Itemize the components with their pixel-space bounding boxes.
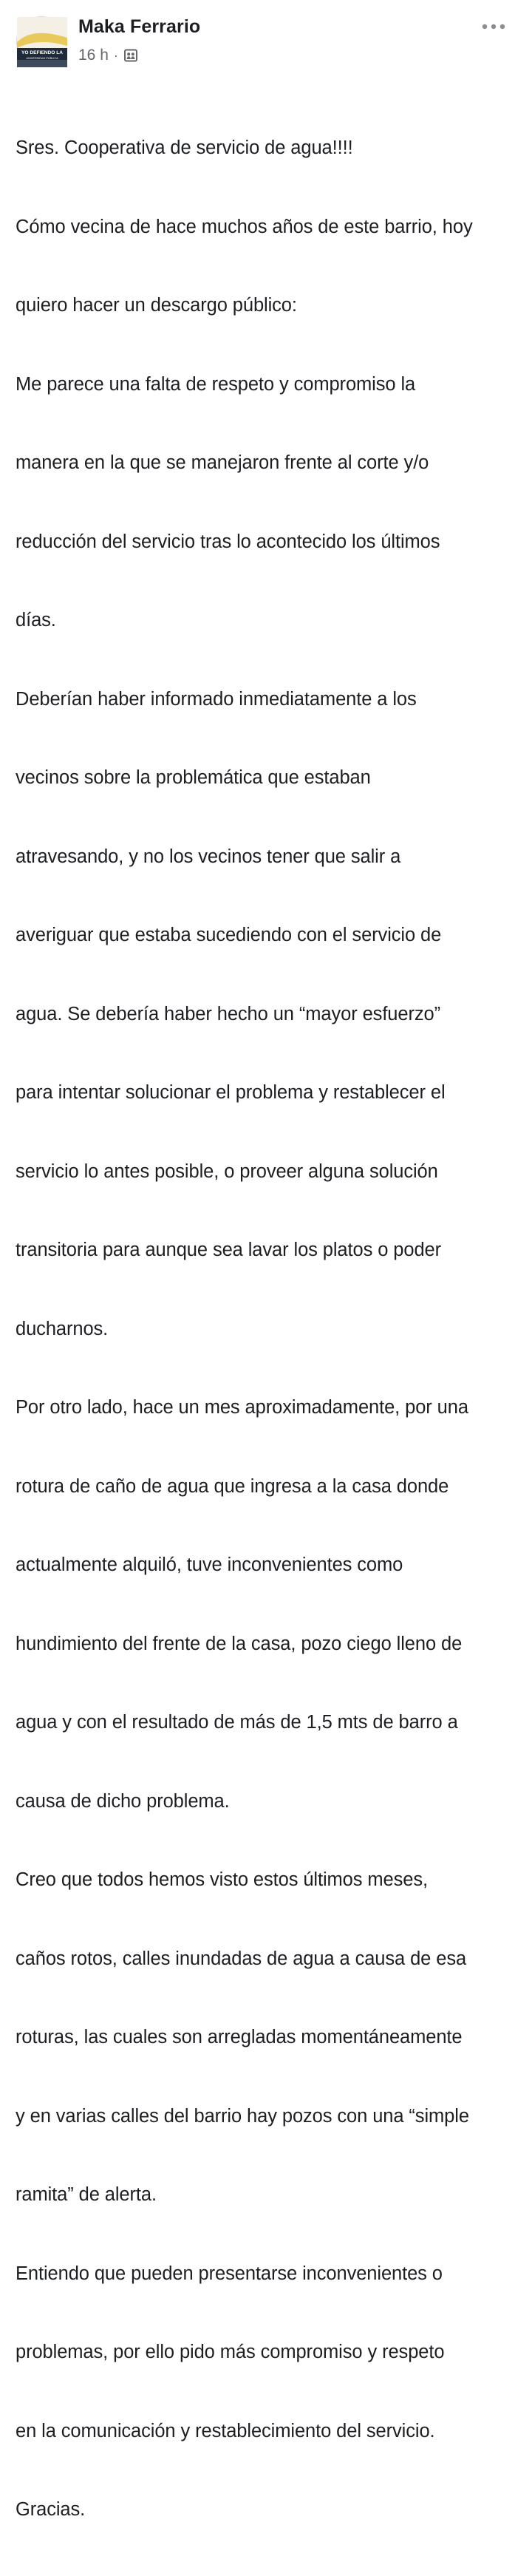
post-time[interactable]: 16 h <box>78 47 109 64</box>
post-line: ducharnos. <box>16 1318 109 1339</box>
more-options-icon <box>481 23 506 30</box>
post-line: Cómo vecina de hace muchos años de este barrio, hoy <box>16 216 473 237</box>
post-line: manera en la que se manejaron frente al corte y/o <box>16 452 429 473</box>
post-header <box>0 0 532 80</box>
post-line: agua y con el resultado de más de 1,5 mts de barro a <box>16 1712 458 1733</box>
post-line: Creo que todos hemos visto estos últimos meses, <box>16 1869 428 1890</box>
author-name[interactable]: Maka Ferrario <box>78 16 201 37</box>
post-line: problemas, por ello pido más compromiso y respeto <box>16 2342 445 2362</box>
post-line: actualmente alquiló, tuve inconvenientes como <box>16 1554 403 1575</box>
post-line: roturas, las cuales son arregladas momentáneamente <box>16 2027 463 2047</box>
post-line: caños rotos, calles inundadas de agua a causa de esa <box>16 1948 467 1969</box>
post-line: transitoria para aunque sea lavar los platos o poder <box>16 1240 441 1260</box>
meta-separator: · <box>113 48 118 63</box>
post-line: agua. Se debería haber hecho un “mayor esfuerzo” <box>16 1003 440 1024</box>
post-line: causa de dicho problema. <box>16 1790 230 1812</box>
post-line: Sres. Cooperativa de servicio de agua!!!! <box>16 137 353 158</box>
post-line: días. <box>16 610 56 631</box>
post-line: hundimiento del frente de la casa, pozo ciego lleno de <box>16 1633 463 1654</box>
post-line: Deberían haber informado inmediatamente a los <box>16 688 417 710</box>
post-line: Entiendo que pueden presentarse inconvenientes o <box>16 2263 443 2284</box>
post-line: rotura de caño de agua que ingresa a la casa donde <box>16 1475 449 1497</box>
post-meta <box>78 44 138 67</box>
post-line: Me parece una falta de respeto y compromiso la <box>16 373 416 395</box>
friends-of-friends-icon[interactable] <box>123 48 138 63</box>
post-body <box>16 83 525 2576</box>
post-line: atravesando, y no los vecinos tener que salir a <box>16 846 401 867</box>
post-line: ramita” de alerta. <box>16 2184 157 2205</box>
post-line: averiguar que estaba sucediendo con el servicio de <box>16 925 442 945</box>
avatar-text-line1: YO DEFIENDO LA <box>21 50 64 55</box>
post-line: vecinos sobre la problemática que estaban <box>16 767 371 788</box>
post-line: y en varias calles del barrio hay pozos con una “simple <box>16 2105 469 2127</box>
post-line: Gracias. <box>16 2499 86 2520</box>
post-line: para intentar solucionar el problema y restablecer el <box>16 1082 446 1103</box>
post-line: en la comunicación y restablecimiento del servicio. <box>16 2420 435 2441</box>
post-line: Por otro lado, hace un mes aproximadamente, por una <box>16 1397 468 1418</box>
post-line: reducción del servicio tras lo acontecido los últimos <box>16 531 440 552</box>
post-line: servicio lo antes posible, o proveer alguna solución <box>16 1160 438 1182</box>
post-line: quiero hacer un descargo público: <box>16 295 297 316</box>
avatar[interactable] <box>16 16 66 67</box>
more-options-button[interactable] <box>476 15 511 38</box>
avatar-text-line2: UNIVERSIDAD PÚBLICA <box>26 57 58 60</box>
avatar-logo <box>17 17 67 67</box>
